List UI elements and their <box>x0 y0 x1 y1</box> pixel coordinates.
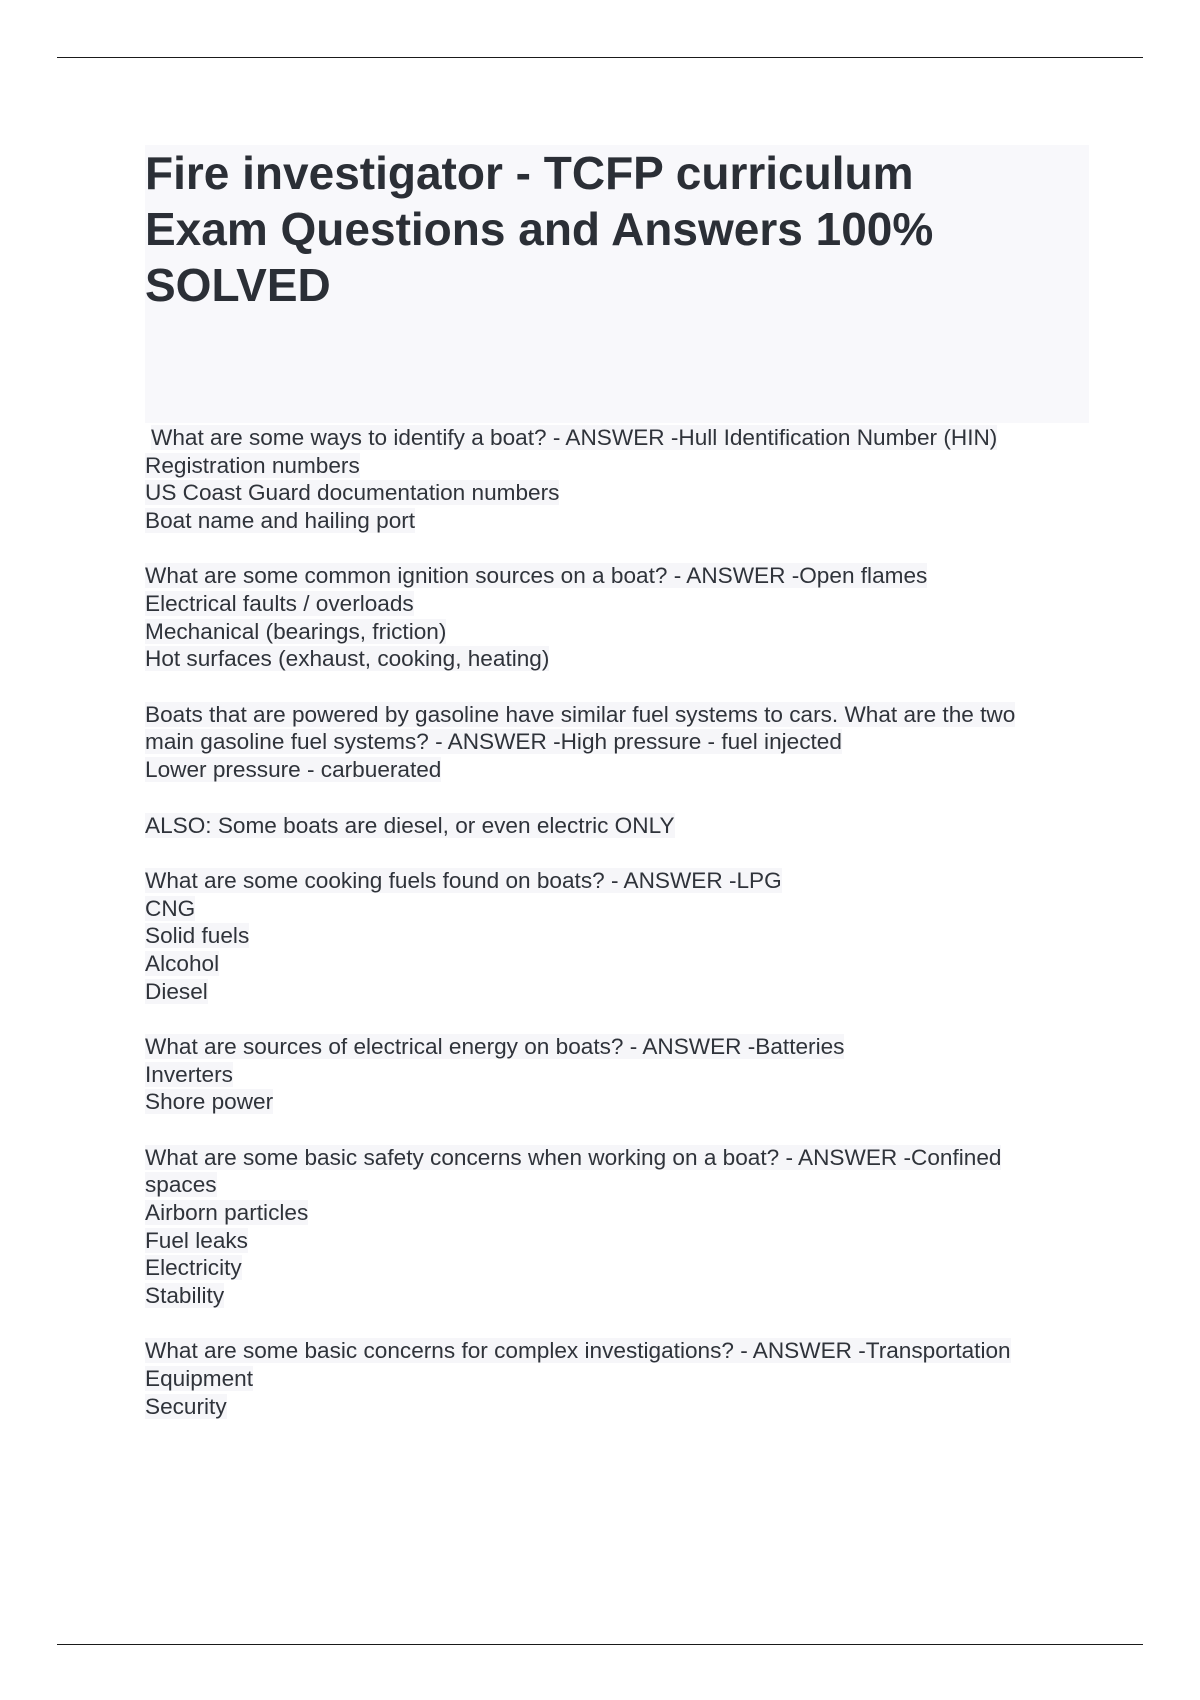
qa-entry-ignition-sources <box>145 562 1089 672</box>
answer-line: spaces <box>145 1172 217 1198</box>
answer-line: Fuel leaks <box>145 1227 248 1253</box>
qa-entry-electrical-energy <box>145 1033 1089 1116</box>
title-line: Exam Questions and Answers 100% <box>145 203 934 255</box>
question-line: What are some basic concerns for complex investigations? - ANSWER -Transportation <box>145 1338 1011 1364</box>
qa-entry-cooking-fuels <box>145 867 1089 1005</box>
answer-line: Airborn particles <box>145 1200 309 1226</box>
answer-line: Security <box>145 1393 227 1419</box>
answer-line: US Coast Guard documentation numbers <box>145 480 560 506</box>
qa-entry-safety-concerns <box>145 1144 1089 1310</box>
qa-entry-complex-investigations <box>145 1337 1089 1420</box>
header-rule <box>57 57 1143 58</box>
answer-line: Stability <box>145 1282 225 1308</box>
answer-line: Boat name and hailing port <box>145 507 416 533</box>
question-line: What are some common ignition sources on a boat? - ANSWER -Open flames <box>145 563 928 589</box>
footer-rule <box>57 1644 1143 1645</box>
document-title <box>145 145 1089 313</box>
answer-line: Lower pressure - carbuerated <box>145 756 442 782</box>
title-line: SOLVED <box>145 259 331 311</box>
question-line: Boats that are powered by gasoline have similar fuel systems to cars. What are the two <box>145 701 1016 727</box>
answer-line: Shore power <box>145 1089 274 1115</box>
answer-line: Mechanical (bearings, friction) <box>145 618 447 644</box>
question-line: What are sources of electrical energy on boats? - ANSWER -Batteries <box>145 1034 845 1060</box>
question-line: What are some basic safety concerns when working on a boat? - ANSWER -Confined <box>145 1144 1002 1170</box>
question-line: main gasoline fuel systems? - ANSWER -High pressure - fuel injected <box>145 729 842 755</box>
answer-line: Solid fuels <box>145 923 250 949</box>
answer-line: Equipment <box>145 1366 254 1392</box>
answer-line: Electrical faults / overloads <box>145 590 414 616</box>
title-line: Fire investigator - TCFP curriculum <box>145 147 914 199</box>
answer-line: Electricity <box>145 1255 242 1281</box>
answer-line: Hot surfaces (exhaust, cooking, heating) <box>145 646 550 672</box>
question-line: What are some ways to identify a boat? - ANSWER -Hull Identification Number (HIN) <box>151 425 998 450</box>
qa-entry-identify-boat <box>145 424 1089 534</box>
qa-entry-fuel-systems <box>145 701 1089 784</box>
qa-entry-note <box>145 812 1089 840</box>
answer-line: Alcohol <box>145 950 220 976</box>
answer-line: CNG <box>145 895 196 921</box>
question-line: What are some cooking fuels found on boats? - ANSWER -LPG <box>145 868 782 894</box>
answer-line: Registration numbers <box>145 452 360 478</box>
title-block <box>145 145 1089 423</box>
answer-line: Diesel <box>145 978 208 1004</box>
qa-content <box>145 424 1089 1448</box>
answer-line: Inverters <box>145 1061 233 1087</box>
note-line: ALSO: Some boats are diesel, or even electric ONLY <box>145 812 675 838</box>
